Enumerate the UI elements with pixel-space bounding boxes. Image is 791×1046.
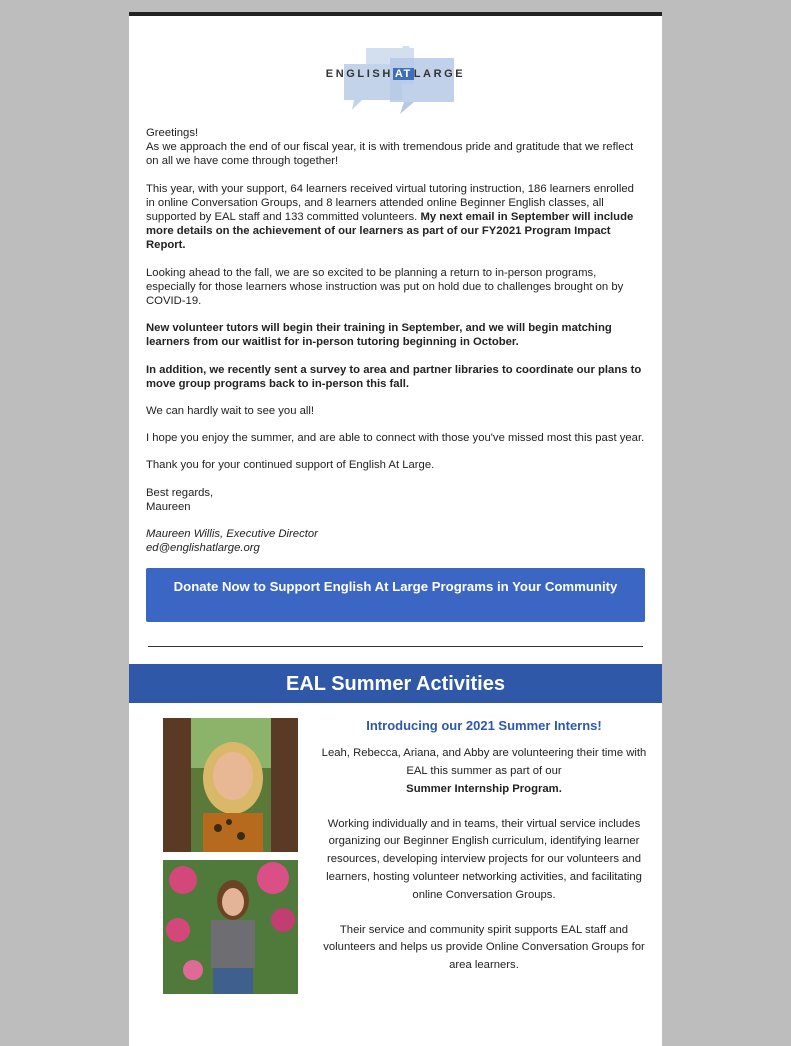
survey-paragraph: In addition, we recently sent a survey to area and partner libraries to coordinate our plans to move group programs back to in-person this fall.: [146, 363, 642, 390]
divider: [148, 646, 643, 647]
thanks-paragraph: Thank you for your continued support of English At Large.: [146, 459, 435, 472]
interns-heading: Introducing our 2021 Summer Interns!: [366, 718, 602, 734]
interns-section: [129, 703, 662, 1023]
section-header: EAL Summer Activities: [129, 664, 662, 703]
summer-paragraph: I hope you enjoy the summer, and are able to connect with those you've missed most this past year.: [146, 432, 645, 445]
logo[interactable]: [129, 16, 662, 126]
letter-body: [129, 126, 662, 555]
sender-name: Maureen: [146, 500, 191, 513]
logo-wordmark: ENGLISH AT LARGE: [325, 68, 466, 80]
interns-intro: Leah, Rebecca, Ariana, and Abby are volunteering their time with EAL this summer as part of our Summer Internship Program.: [321, 747, 647, 795]
signature-title: Maureen Willis, Executive Director: [146, 528, 318, 541]
speech-bubbles-logo-graphic: [344, 44, 454, 116]
logo-at: AT: [394, 68, 412, 80]
intro-text: As we approach the end of our fiscal year, it is with tremendous pride and gratitude that we reflect on all we have come through together!: [146, 141, 634, 168]
internship-program-name: Summer Internship Program.: [406, 782, 562, 795]
intern-photo-2: [163, 860, 298, 994]
closing: Best regards, Maureen: [146, 486, 214, 513]
interns-text: [319, 717, 649, 992]
intern-photo-1: [163, 718, 298, 852]
impact-report-note: My next email in September will include more details on the achievement of our learners as part of our FY2021 Program Impact Report.: [146, 211, 634, 252]
email-sheet: [129, 12, 662, 1046]
impact-paragraph: This year, with your support, 64 learners received virtual tutoring instruction, 186 learners enrolled in online Conversation Groups, and 8 learners attended online Beginner English classes, all supported by EAL staff and 133 committed volunteers. My next email in September will include more details on the achievement of our learners as part of our FY2021 Program Impact Report.: [146, 182, 634, 252]
fall-paragraph: Looking ahead to the fall, we are so excited to be planning a return to in-person programs, especially for those learners whose instruction was put on hold due to challenges brought on by COVID-19.: [146, 266, 624, 308]
interns-service: Working individually and in teams, their virtual service includes organizing our Beginner English curriculum, identifying learner resources, developing interview projects for our volunteers and learners, hosting volunteer networking activities, and facilitating online Conversation Groups.: [326, 817, 642, 901]
signature: [146, 527, 645, 555]
tutor-training-paragraph: New volunteer tutors will begin their training in September, and we will begin matching learners from our waitlist for in-person tutoring beginning in October.: [146, 322, 612, 349]
greeting: Greetings!: [146, 127, 199, 139]
donate-button[interactable]: Donate Now to Support English At Large Programs in Your Community: [146, 568, 645, 622]
letter-intro: [146, 126, 645, 169]
see-you-paragraph: We can hardly wait to see you all!: [146, 405, 315, 418]
signature-email-link[interactable]: ed@englishatlarge.org: [146, 542, 260, 555]
interns-impact: Their service and community spirit supports EAL staff and volunteers and helps us provide Online Conversation Groups for area learners.: [323, 923, 645, 972]
